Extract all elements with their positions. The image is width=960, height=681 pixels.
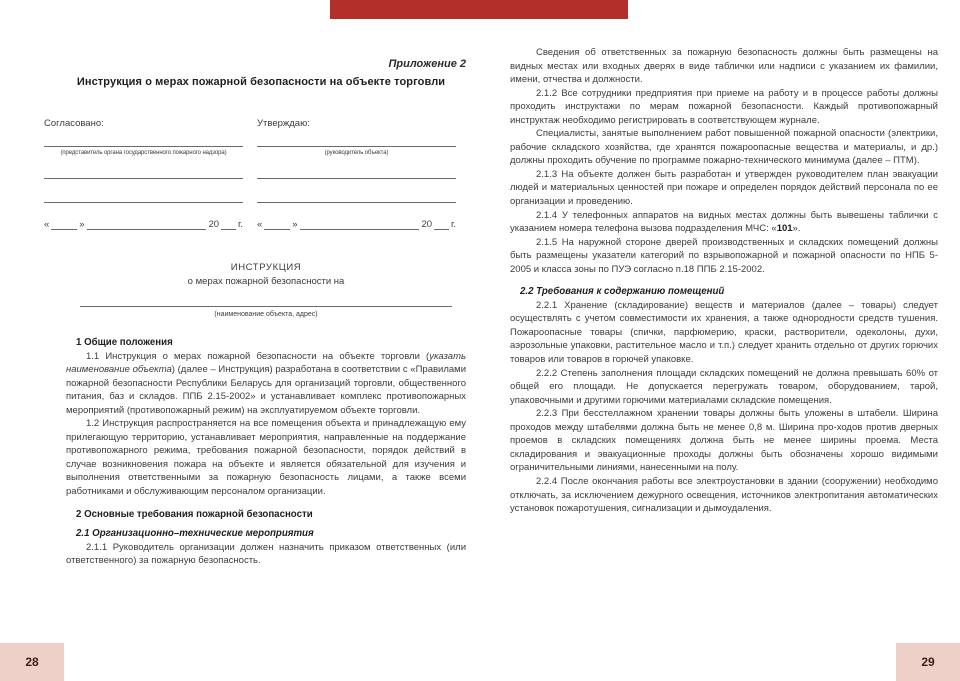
- appendix-label: Приложение 2: [388, 58, 466, 70]
- instruction-word: ИНСТРУКЦИЯ: [230, 262, 302, 273]
- heading-section-2-1: 2.1 Организационно–технические мероприятия: [76, 528, 314, 540]
- quote-close: »: [79, 219, 85, 230]
- year-prefix: 20: [208, 219, 220, 230]
- instruction-heading-block: [66, 262, 466, 318]
- paragraph-1-2: 1.2 Инструкция распространяется на все помещения объекта и принадлежащую ему прилегающую территорию, устанавливает мероприятия, направленные на поддержание противопожарного режима, требования пожарной безопасности, порядок действий в случае возникновения пожара на объекте и является обязательной для изучения и выполнения ответственными за пожарную безопасность лицами, а также всеми работниками и обслуживающим персоналом организации.: [66, 418, 466, 498]
- spacer: [257, 156, 456, 178]
- paragraph-1-1: [66, 350, 466, 418]
- right-body-column: [510, 46, 938, 516]
- paragraph-2-1-3: 2.1.3 На объекте должен быть разработан и утвержден руководителем план эвакуации людей и материальных ценностей при пожаре и определен порядок действий персонала по ее организации и проведению.: [510, 168, 938, 208]
- date-line-agreed: [44, 219, 243, 230]
- approval-heading-approved: Утверждаю:: [257, 118, 310, 129]
- approval-block: [44, 118, 456, 230]
- quote-open: «: [257, 219, 263, 230]
- paragraph-2-1-1: 2.1.1 Руководитель организации должен назначить приказом ответственных (или ответственного) за пожарную безопасность.: [66, 541, 466, 567]
- year-suffix: г.: [451, 219, 456, 230]
- paragraph-2-1-4-part-a: 2.1.4 У телефонных аппаратов на видных местах должны быть вывешены таблички с указанием номера телефона вызова подразделения МЧС: «: [510, 209, 938, 235]
- left-body-column: [66, 336, 466, 568]
- month-blank: [87, 220, 207, 230]
- approval-column-approved: [257, 118, 456, 230]
- paragraph-2-1-4-part-b: ».: [792, 223, 801, 235]
- paragraph-continued: Сведения об ответственных за пожарную безопасность должны быть размещены на видных местах или входных дверях в виде таблички или надписи с указанием их фамилии, имени, отчества и должности.: [510, 47, 938, 86]
- paragraph-2-2-3: 2.2.3 При бесстеллажном хранении товары должны быть уложены в штабели. Ширина проходов между штабелями должна быть не менее 0,8 м. Ширина про-ходов против дверных проемов в складских помещениях должна быть не менее ширины проема. Места складирования и эвакуационные проходы должны быть обозначены хорошо видимыми ограничительными линиями, нанесенными на полу.: [510, 408, 938, 474]
- paragraph-2-2-4: 2.2.4 После окончания работы все электроустановки в здании (сооружении) необходимо отключать, за исключением дежурного освещения, источников электропитания автоматических установок пожаротушения, сигнализации и дымоудаления.: [510, 475, 938, 515]
- paragraph-2-1-5: 2.1.5 На наружной стороне дверей производственных и складских помещений должны быть размещены указатели категорий по взрывопожарной и пожарной опасности по НПБ 5-2005 и класса зоны по ПУЭ согласно п.18 ППБ 2.15-2002.: [510, 236, 938, 275]
- approval-heading-agreed: Согласовано:: [44, 118, 104, 129]
- year-blank: [434, 220, 449, 230]
- quote-open: «: [44, 219, 50, 230]
- paragraph-2-1-2: 2.1.2 Все сотрудники предприятия при приеме на работу и в процессе работы должны проходить инструктажи по мерам пожарной безопасности. Каждый противопожарный инструктаж необходимо регистрировать в соответствующем журнале.: [510, 87, 938, 126]
- year-suffix: г.: [238, 219, 243, 230]
- paragraph-1-1-italic: указать наименование объекта: [66, 350, 466, 376]
- year-prefix: 20: [421, 219, 433, 230]
- spacer: [44, 179, 243, 202]
- signature-rule: [44, 202, 243, 203]
- day-blank: [264, 220, 290, 230]
- heading-section-2: 2 Основные требования пожарной безопасности: [76, 508, 313, 520]
- heading-section-1: 1 Общие положения: [76, 337, 173, 348]
- page-number-right: 29: [896, 643, 960, 681]
- spacer: [257, 179, 456, 202]
- date-line-approved: [257, 219, 456, 230]
- emergency-phone-number: 101: [776, 223, 793, 235]
- approval-caption-approved: (руководитель объекта): [324, 150, 389, 156]
- day-blank: [51, 220, 77, 230]
- paragraph-2-2-2: 2.2.2 Степень заполнения площади складских помещений не должна превышать 60% от общей его площади. Не допускается перегружать товаром, оборудованием, тарой, упаковочными и другими горючими материалами складские помещения.: [510, 367, 938, 406]
- paragraph-2-2-1: 2.2.1 Хранение (складирование) веществ и материалов (далее – товары) следует осуществлять с учетом совместимости их хранения, а также однородности средств тушения. Пожароопасные товары (спички, парфюмерию, краски, растворители, одеколоны, духи, аэрозольные упаковки, растительное масло и т.п.) следует хранить отдельно от других горючих товаров или товаров в горючей упаковке.: [510, 299, 938, 366]
- month-blank: [300, 220, 420, 230]
- paragraph-1-1-part-a: 1.1 Инструкция о мерах пожарной безопасности на объекте торговли (: [86, 350, 430, 362]
- approval-column-agreed: [44, 118, 243, 230]
- page-number-left: 28: [0, 643, 64, 681]
- quote-close: »: [292, 219, 298, 230]
- page-title: Инструкция о мерах пожарной безопасности на объекте торговли: [76, 76, 446, 88]
- signature-rule: [257, 202, 456, 203]
- year-blank: [221, 220, 236, 230]
- instruction-subtitle: о мерах пожарной безопасности на: [187, 276, 345, 287]
- heading-section-2-2: 2.2 Требования к содержанию помещений: [520, 286, 725, 298]
- paragraph-1-1-part-b: ) (далее – Инструкция) разработана в соответствии с «Правилами пожарной безопасности Республики Беларусь для организаций торговли, общественного питания, баз и складов. ППБ 2.15-2002» и устанавливает комплекс противопожарных мероприятий (противопожарный режим) на эксплуатируемом объекте торговли.: [66, 364, 467, 416]
- page-right: [486, 0, 960, 681]
- paragraph-specialists: Специалисты, занятые выполнением работ повышенной пожарной опасности (электрики, рабочие складского хозяйства, где хранятся пожароопасные вещества и материалы, и др.) должны проходить обучение по программе пожарно-технического минимума (далее – ПТМ).: [510, 128, 938, 167]
- paragraph-2-1-4: [510, 209, 938, 236]
- approval-caption-agreed: (представитель органа государственного пожарного надзора): [60, 150, 227, 156]
- spacer: [44, 156, 243, 178]
- object-name-caption: (наименование объекта, адрес): [214, 311, 318, 318]
